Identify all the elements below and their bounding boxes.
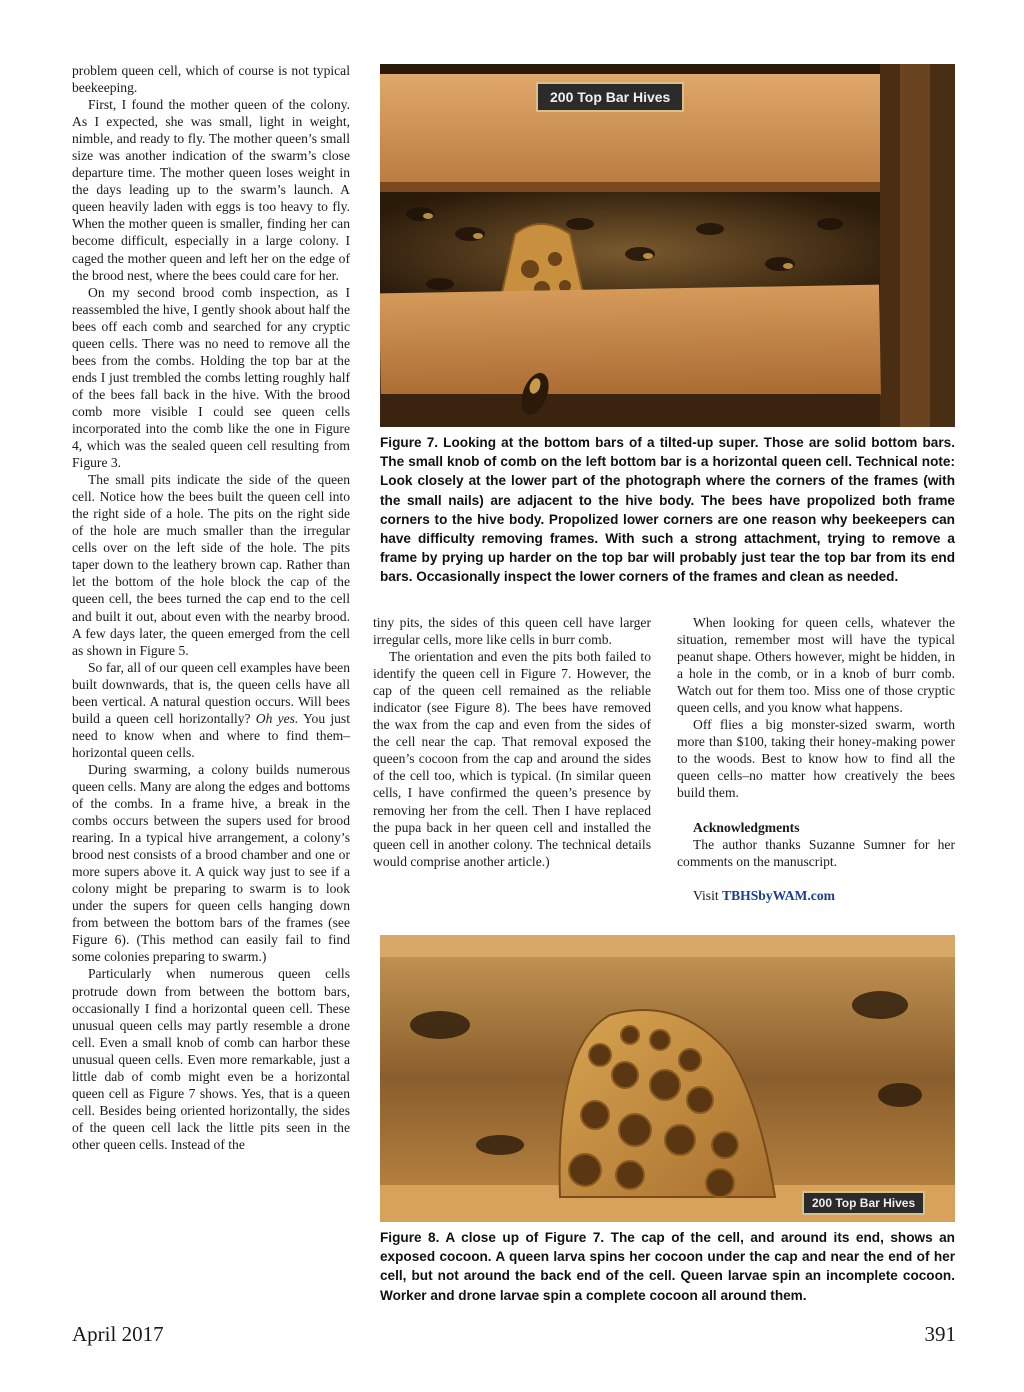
- hive-frames-illustration: [380, 64, 955, 427]
- acknowledgments-text: The author thanks Suzanne Sumner for her comments on the manuscript.: [677, 836, 955, 869]
- article-column-left: [72, 62, 350, 1153]
- issue-date: April 2017: [72, 1322, 164, 1346]
- paragraph: problem queen cell, which of course is not typical beekeeping.: [72, 63, 350, 96]
- emphasis-text: Oh yes.: [255, 710, 299, 726]
- acknowledgments-heading: Acknowledgments: [693, 819, 800, 835]
- paragraph: During swarming, a colony builds numerous queen cells. Many are along the edges and bottoms of the combs. In a frame hive, a break in the combs occurs between the supers used for brood rearing. In a typical hive arrangement, a colony’s brood nest consists of a brood chamber and one or more supers above it. A quick way just to see if a colony might be preparing to swarm is to look under the supers for queen cells hanging down from between the bottom bars of the frames (see Figure 6). (This method can easily fail to find some colonies preparing to swarm.): [72, 761, 350, 965]
- website-link[interactable]: TBHSbyWAM.com: [722, 887, 835, 903]
- visit-prefix: Visit: [693, 887, 719, 903]
- article-column-middle: [373, 614, 651, 870]
- page-number: 391: [924, 1322, 956, 1346]
- paragraph: The orientation and even the pits both failed to identify the queen cell in Figure 7. However, the cap of the queen cell remained as the reliable indicator (see Figure 8). The bees have removed the wax from the cap and even from the sides of the cell near the cap. That removal exposed the queen’s cocoon from the cap and around the sides of the cell too, which is typical. (In similar queen cells, I have confirmed the queen’s presence by removing her from the cell. Then I have replaced the pupa back in her queen cell and installed the queen cell in another colony. The technical details would comprise another article.): [373, 649, 651, 869]
- queen-cell-closeup-illustration: [380, 935, 955, 1222]
- figure-8-caption: Figure 8. A close up of Figure 7. The cap of the cell, and around its end, shows an exposed cocoon. A queen larva spins her cocoon under the cap and near the end of her cell, but not around the back end of the cell. Queen larvae spin an incomplete cocoon. Worker and drone larvae spin a complete cocoon all around them.: [380, 1230, 955, 1303]
- watermark-badge: 200 Top Bar Hives: [536, 82, 684, 112]
- paragraph: tiny pits, the sides of this queen cell have larger irregular cells, more like cells in burr comb.: [373, 615, 651, 648]
- paragraph: On my second brood comb inspection, as I reassembled the hive, I gently shook about half the bees off each comb and searched for any cryptic queen cells. There was no need to remove all the bees from the combs. Holding the top bar at the ends I just trembled the combs letting roughly half of the bees fall back in the hive. With the brood comb more visible I could see queen cells incorporated into the comb like the one in Figure 4, which was the sealed queen cell resulting from Figure 3.: [72, 284, 350, 471]
- figure-7-photo: [380, 64, 955, 427]
- paragraph: The small pits indicate the side of the queen cell. Notice how the bees built the queen cell into the right side of a hole. The pits on the right side of the hole are much smaller than the irregular cells over on the left side of the hole. The pits taper down to the leathery brown cap. Rather than let the bottom of the hole block the cap of the queen cell, the bees turned the cap end to the cell and built it out, about even with the nearby brood. A few days later, the queen emerged from the cell as shown in Figure 5.: [72, 472, 350, 658]
- article-column-right: [677, 614, 955, 904]
- paragraph: First, I found the mother queen of the colony. As I expected, she was small, light in weight, nimble, and ready to fly. The mother queen’s small size was another indication of the swarm’s close departure time. The mother queen loses weight in the days leading up to the swarm’s launch. A queen heavily laden with eggs is too heavy to fly. When the mother queen is smaller, finding her can become difficult, especially in a large colony. I caged the mother queen and left her on the edge of the brood nest, where the bees could care for her.: [72, 97, 350, 283]
- visit-line: [677, 887, 955, 904]
- paragraph-text: So far, all of our queen cell examples have been built downwards, that is, the queen cells have all been vertical. A natural question occurs. Will bees build a queen cell horizontally?: [72, 659, 350, 726]
- paragraph: Off flies a big monster-sized swarm, worth more than $100, taking their honey-making power to the woods. Best to know how to find all the queen cells–no matter how creatively the bees build them.: [677, 717, 955, 801]
- paragraph-text: You just need to know when and where to find them–horizontal queen cells.: [72, 710, 350, 760]
- paragraph: Particularly when numerous queen cells protrude down from between the bottom bars, occasionally I find a horizontal queen cell. These unusual queen cells may partly resemble a drone cell. Even a small knob of comb can harbor these unusual queen cells. Even more remarkable, just a little dab of comb might even be a horizontal queen cell as Figure 7 shows. Yes, that is a queen cell. Besides being oriented horizontally, the sides of the queen cell lack the little pits seen in the other queen cells. Instead of the: [72, 966, 350, 1152]
- paragraph: [72, 659, 350, 761]
- figure-8-photo: [380, 935, 955, 1222]
- paragraph: When looking for queen cells, whatever the situation, remember most will have the typical peanut shape. Others however, might be hidden, in a hole in the comb, or in a knob of burr comb. Watch out for them too. Miss one of those cryptic queen cells, and you know what happens.: [677, 615, 955, 716]
- watermark-badge: 200 Top Bar Hives: [802, 1191, 925, 1215]
- figure-7-caption: Figure 7. Looking at the bottom bars of a tilted-up super. Those are solid bottom bars. The small knob of comb on the left bottom bar is a horizontal queen cell. Technical note: Look closely at the lower part of the photograph where the corners of the frames (with the small nails) are adjacent to the hive body. The bees have propolized both frame corners to the hive body. Propolized lower corners are one reason why beekeepers can have difficulty removing frames. With such a strong attachment, trying to remove a frame by prying up harder on the top bar will probably just tear the top bar from its end bars. Occasionally inspect the lower corners of the frames and clean as needed.: [380, 435, 955, 585]
